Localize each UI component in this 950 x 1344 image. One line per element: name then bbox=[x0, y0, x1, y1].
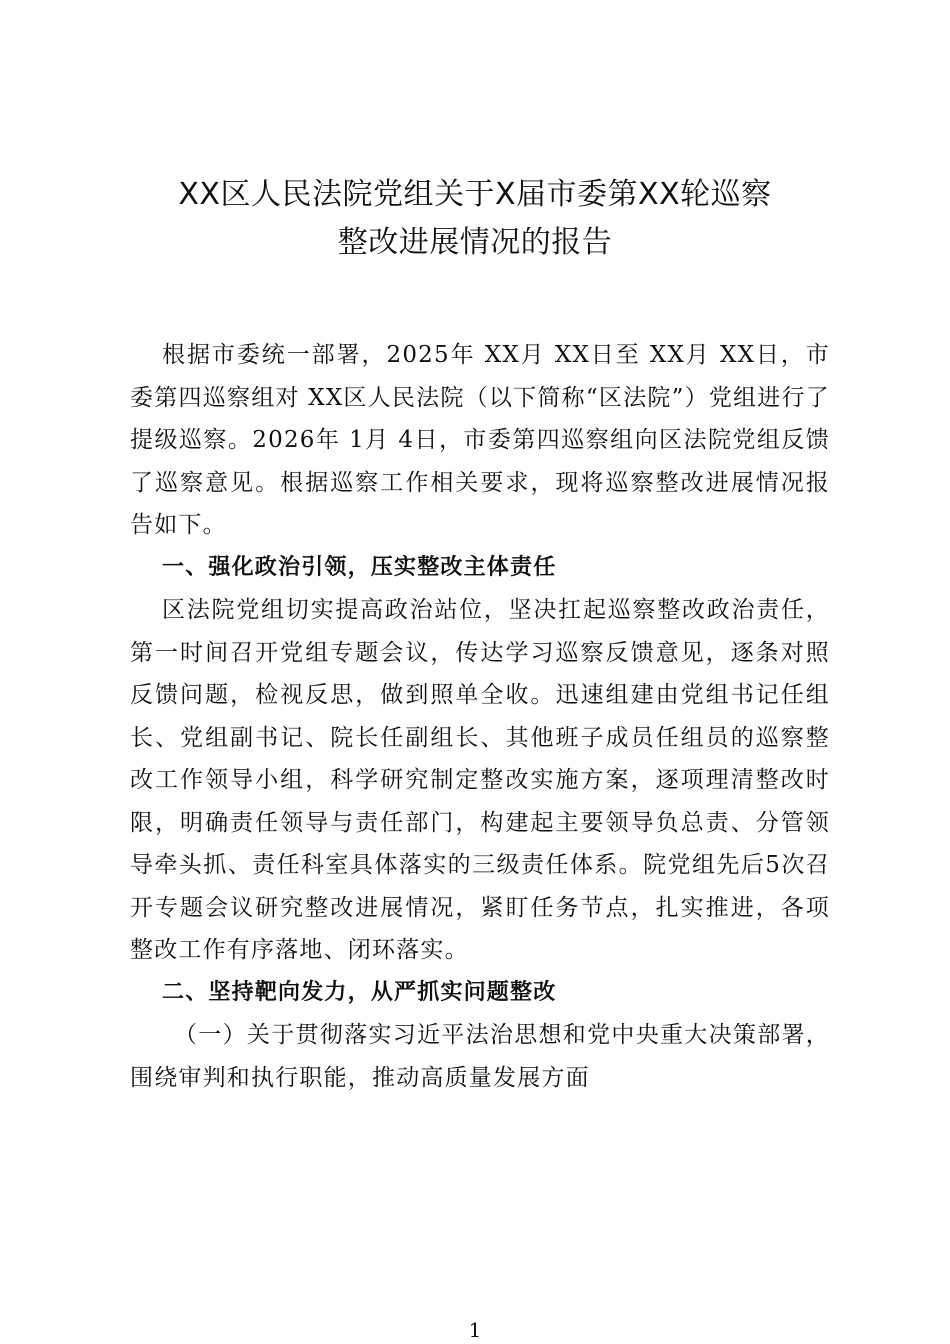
section-2-heading: 二、坚持靶向发力，从严抓实问题整改 bbox=[162, 979, 557, 1005]
section-2-subheading-1: （一）关于贯彻落实习近平法治思想和党中央重大决策部署，围绕审判和执行职能，推动高质量发展方面 bbox=[130, 1022, 830, 1091]
document-body bbox=[130, 334, 830, 1099]
section-1-heading: 一、强化政治引领，压实整改主体责任 bbox=[162, 554, 557, 580]
section-1-paragraph: 区法院党组切实提高政治站位，坚决扛起巡察整改政治责任，第一时间召开党组专题会议，传达学习巡察反馈意见，逐条对照反馈问题，检视反思，做到照单全收。迅速组建由党组书记任组长、党组副书记、院长任副组长、其他班子成员任组员的巡察整改工作领导小组，科学研究制定整改实施方案，逐项理清整改时限，明确责任领导与责任部门，构建起主要领导负总责、分管领导牵头抓、责任科室具体落实的三级责任体系。院党组先后5次召开专题会议研究整改进展情况，紧盯任务节点，扎实推进，各项整改工作有序落地、闭环落实。 bbox=[130, 597, 830, 963]
page-number: 1 bbox=[468, 1318, 482, 1342]
document-title-line-1: XX区人民法院党组关于X届市委第XX轮巡察 bbox=[178, 177, 772, 212]
document-title-line-2: 整改进展情况的报告 bbox=[337, 225, 613, 260]
intro-paragraph: 根据市委统一部署，2025年 XX月 XX日至 XX月 XX日，市委第四巡察组对 XX区人民法院（以下简称“区法院”）党组进行了提级巡察。2026年 1月 4日，市委第四巡察组向区法院党组反馈了巡察意见。根据巡察工作相关要求，现将巡察整改进展情况报告如下。 bbox=[130, 342, 830, 538]
